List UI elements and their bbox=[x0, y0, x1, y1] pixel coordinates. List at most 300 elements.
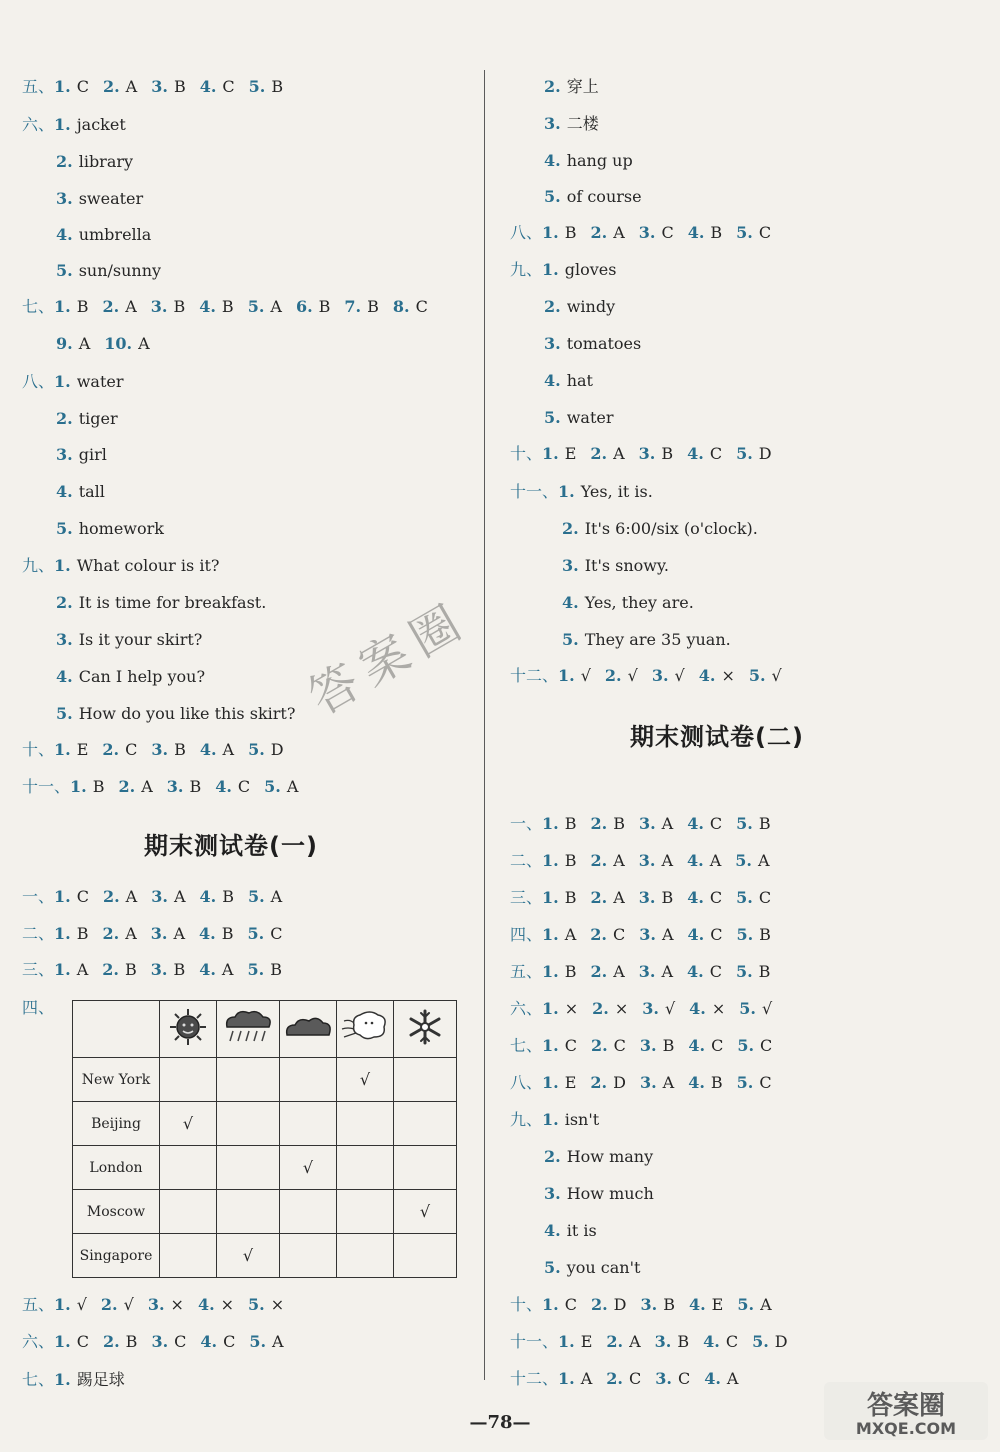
answer-item bbox=[200, 1332, 235, 1351]
answer-item bbox=[752, 1332, 788, 1351]
item-number: 2. bbox=[590, 888, 608, 907]
section-label: 二、 bbox=[510, 851, 543, 870]
item-number: 4. bbox=[544, 151, 561, 170]
answer-item bbox=[558, 666, 591, 685]
cloudy-icon bbox=[280, 1001, 337, 1058]
item-answer: × bbox=[220, 1295, 235, 1314]
answer-item bbox=[590, 223, 624, 242]
answer-item bbox=[735, 851, 769, 870]
answer-item bbox=[542, 925, 576, 944]
answer-item bbox=[544, 371, 593, 390]
answer-item bbox=[737, 1073, 772, 1092]
item-number: 2. bbox=[56, 593, 73, 612]
item-number: 1. bbox=[558, 666, 575, 685]
item-number: 5. bbox=[249, 1332, 267, 1351]
answer-item bbox=[544, 408, 613, 427]
item-number: 4. bbox=[199, 887, 217, 906]
answer-item bbox=[736, 444, 772, 463]
item-number: 3. bbox=[544, 334, 561, 353]
item-answer: B bbox=[125, 1332, 138, 1351]
answer-item bbox=[56, 225, 151, 244]
item-number: 2. bbox=[56, 152, 73, 171]
item-answer: B bbox=[222, 887, 234, 906]
item-number: 2. bbox=[592, 999, 609, 1018]
answer-row-e6 bbox=[22, 1327, 298, 1357]
item-number: 5. bbox=[736, 223, 753, 242]
item-number: 4. bbox=[687, 851, 704, 870]
item-answer: B bbox=[92, 777, 105, 796]
item-answer: windy bbox=[566, 297, 616, 316]
section-label: 二、 bbox=[22, 924, 55, 943]
item-answer: C bbox=[174, 1332, 187, 1351]
answer-item bbox=[103, 887, 137, 906]
item-answer: It's snowy. bbox=[584, 556, 669, 575]
item-answer: C bbox=[710, 925, 723, 944]
answer-item bbox=[591, 1036, 626, 1055]
answer-item bbox=[687, 888, 722, 907]
item-answer: B bbox=[76, 924, 89, 943]
item-answer: C bbox=[270, 924, 283, 943]
section-label: 六、 bbox=[510, 999, 543, 1018]
answer-item bbox=[56, 409, 118, 428]
item-answer: √ bbox=[76, 1295, 87, 1314]
answer-item bbox=[652, 666, 685, 685]
answer-item bbox=[592, 999, 628, 1018]
weather-cell bbox=[160, 1234, 217, 1278]
item-number: 2. bbox=[102, 924, 120, 943]
answer-item bbox=[56, 630, 202, 649]
sunny-icon bbox=[160, 1001, 217, 1058]
item-answer: A bbox=[173, 924, 186, 943]
section-label: 六、 bbox=[22, 1332, 55, 1351]
answer-row-s11 bbox=[22, 772, 312, 802]
answer-item bbox=[296, 297, 330, 316]
answer-item bbox=[544, 1258, 640, 1277]
item-number: 1. bbox=[54, 740, 71, 759]
item-answer: B bbox=[759, 925, 771, 944]
item-answer: C bbox=[76, 887, 89, 906]
item-number: 1. bbox=[542, 223, 559, 242]
section-label: 六、 bbox=[22, 115, 55, 134]
answer-row-s5 bbox=[22, 72, 297, 102]
item-answer: jacket bbox=[76, 115, 126, 134]
item-number: 2. bbox=[102, 77, 120, 96]
answer-row-t9-4 bbox=[544, 1216, 611, 1246]
item-answer: C bbox=[237, 777, 251, 796]
section-label: 四、 bbox=[22, 998, 55, 1017]
item-answer: A bbox=[125, 77, 138, 96]
item-number: 5. bbox=[56, 704, 73, 723]
item-answer: B bbox=[173, 297, 186, 316]
weather-cell bbox=[394, 1146, 457, 1190]
answer-item bbox=[689, 999, 725, 1018]
answer-item bbox=[151, 77, 185, 96]
answer-item bbox=[54, 1370, 125, 1389]
answer-item bbox=[558, 482, 653, 501]
item-answer: √ bbox=[761, 999, 773, 1018]
item-answer: A bbox=[141, 777, 153, 796]
answer-item bbox=[248, 887, 282, 906]
answer-item bbox=[687, 444, 722, 463]
item-answer: C bbox=[222, 77, 235, 96]
item-answer: A bbox=[726, 1369, 739, 1388]
item-number: 4. bbox=[687, 814, 704, 833]
item-number: 2. bbox=[590, 444, 608, 463]
item-number: 5. bbox=[248, 1295, 265, 1314]
item-answer: A bbox=[222, 740, 235, 759]
weather-cell bbox=[160, 1058, 217, 1102]
answer-row-t5 bbox=[510, 957, 784, 987]
item-answer: Is it your skirt? bbox=[78, 630, 203, 649]
item-number: 4. bbox=[199, 77, 217, 96]
city-cell: Moscow bbox=[73, 1190, 160, 1234]
item-number: 4. bbox=[687, 444, 704, 463]
item-number: 5. bbox=[56, 519, 73, 538]
answer-row-e3 bbox=[22, 955, 296, 985]
section-label: 九、 bbox=[510, 260, 543, 279]
item-answer: C bbox=[223, 1332, 236, 1351]
answer-row-s6-1 bbox=[22, 110, 140, 140]
item-number: 1. bbox=[54, 1332, 71, 1351]
answer-item bbox=[544, 297, 615, 316]
item-answer: Can I help you? bbox=[78, 667, 206, 686]
section-label: 十一、 bbox=[510, 482, 559, 501]
item-number: 2. bbox=[604, 666, 622, 685]
answer-item bbox=[562, 519, 758, 538]
item-answer: C bbox=[709, 962, 722, 981]
item-answer: B bbox=[221, 297, 234, 316]
answer-row-t9-2 bbox=[544, 1142, 667, 1172]
item-number: 5. bbox=[562, 630, 579, 649]
answer-item bbox=[544, 1184, 654, 1203]
answer-item bbox=[736, 814, 770, 833]
item-answer: B bbox=[271, 77, 284, 96]
answer-item bbox=[103, 77, 137, 96]
item-number: 5. bbox=[544, 187, 561, 206]
item-answer: B bbox=[677, 1332, 690, 1351]
item-number: 3. bbox=[151, 887, 168, 906]
item-answer: √ bbox=[123, 1295, 134, 1314]
item-answer: × bbox=[564, 999, 579, 1018]
item-number: 3. bbox=[651, 666, 669, 685]
answer-item bbox=[590, 962, 624, 981]
item-number: 8. bbox=[392, 297, 410, 316]
item-answer: A bbox=[613, 223, 625, 242]
item-number: 5. bbox=[735, 962, 753, 981]
item-answer: isn't bbox=[564, 1110, 600, 1129]
answer-item bbox=[542, 260, 616, 279]
item-answer: A bbox=[661, 925, 674, 944]
item-number: 4. bbox=[687, 925, 705, 944]
answer-row-t7 bbox=[510, 1031, 786, 1061]
section-label: 五、 bbox=[22, 77, 55, 96]
item-number: 2. bbox=[56, 409, 73, 428]
item-number: 5. bbox=[736, 444, 753, 463]
answer-item bbox=[247, 924, 282, 943]
item-number: 3. bbox=[151, 740, 169, 759]
item-number: 3. bbox=[544, 114, 561, 133]
column-divider bbox=[484, 70, 485, 1380]
answer-item bbox=[247, 960, 281, 979]
city-cell: Singapore bbox=[73, 1234, 160, 1278]
answer-item bbox=[687, 814, 722, 833]
item-answer: × bbox=[614, 999, 629, 1018]
item-answer: C bbox=[711, 1036, 724, 1055]
answer-item bbox=[590, 444, 624, 463]
rainy-icon bbox=[217, 1001, 280, 1058]
item-number: 3. bbox=[639, 1073, 657, 1092]
weather-header-blank bbox=[73, 1001, 160, 1058]
answer-row-s9-2 bbox=[56, 588, 280, 618]
section-label: 七、 bbox=[22, 297, 55, 316]
answer-item bbox=[542, 851, 576, 870]
city-cell: New York bbox=[73, 1058, 160, 1102]
item-answer: B bbox=[758, 962, 771, 981]
answer-row-c7-5 bbox=[544, 182, 656, 212]
section-label: 七、 bbox=[510, 1036, 543, 1055]
item-answer: A bbox=[221, 960, 234, 979]
item-answer: C bbox=[125, 740, 138, 759]
item-answer: A bbox=[125, 924, 137, 943]
item-answer: girl bbox=[78, 445, 107, 464]
item-answer: E bbox=[564, 444, 577, 463]
item-number: 4. bbox=[199, 960, 216, 979]
answer-item bbox=[248, 1295, 284, 1314]
item-answer: C bbox=[758, 223, 772, 242]
item-number: 3. bbox=[150, 960, 168, 979]
item-answer: C bbox=[709, 888, 723, 907]
answer-item bbox=[558, 1332, 592, 1351]
item-answer: B bbox=[663, 1295, 675, 1314]
item-number: 1. bbox=[542, 888, 559, 907]
answer-row-s8-2 bbox=[56, 404, 132, 434]
item-answer: A bbox=[78, 334, 91, 353]
item-answer: A bbox=[580, 1369, 593, 1388]
item-answer: It is time for breakfast. bbox=[78, 593, 267, 612]
answer-item bbox=[544, 334, 641, 353]
answer-item bbox=[151, 297, 185, 316]
item-answer: C bbox=[760, 1036, 773, 1055]
answer-row-s8-1 bbox=[22, 367, 138, 397]
item-answer: C bbox=[564, 1295, 577, 1314]
answer-row-s7-2 bbox=[56, 329, 164, 359]
answer-row-r12 bbox=[510, 661, 796, 691]
item-number: 1. bbox=[542, 925, 559, 944]
answer-item bbox=[591, 1295, 627, 1314]
item-answer: water bbox=[76, 372, 124, 391]
item-number: 1. bbox=[542, 1036, 559, 1055]
answer-item bbox=[639, 444, 673, 463]
item-number: 4. bbox=[687, 962, 704, 981]
item-number: 2. bbox=[606, 1369, 623, 1388]
item-answer: A bbox=[661, 962, 674, 981]
weather-cell bbox=[160, 1190, 217, 1234]
answer-row-e2 bbox=[22, 919, 296, 949]
answer-item bbox=[102, 924, 136, 943]
item-number: 3. bbox=[638, 444, 656, 463]
item-number: 3. bbox=[147, 1295, 165, 1314]
item-answer: C bbox=[613, 1036, 626, 1055]
item-number: 3. bbox=[638, 851, 656, 870]
answer-row-r10 bbox=[510, 439, 786, 469]
page-number: —78— bbox=[469, 1412, 531, 1433]
answer-item bbox=[54, 556, 219, 575]
item-answer: 穿上 bbox=[566, 77, 599, 96]
item-answer: √ bbox=[674, 666, 685, 685]
answer-item bbox=[151, 887, 185, 906]
item-number: 3. bbox=[639, 925, 656, 944]
weather-cell: √ bbox=[280, 1146, 337, 1190]
item-number: 2. bbox=[590, 1036, 608, 1055]
item-number: 5. bbox=[737, 1295, 755, 1314]
answer-item bbox=[56, 189, 143, 208]
item-number: 6. bbox=[295, 297, 313, 316]
answer-item bbox=[344, 297, 378, 316]
answer-item bbox=[736, 925, 770, 944]
item-number: 5. bbox=[247, 960, 265, 979]
item-number: 4. bbox=[215, 777, 232, 796]
answer-row-c7-4 bbox=[544, 146, 647, 176]
section-label: 五、 bbox=[22, 1295, 55, 1314]
item-number: 4. bbox=[688, 1295, 706, 1314]
item-number: 1. bbox=[70, 777, 87, 796]
section-heading-exam-1: 期末测试卷(一) bbox=[144, 832, 318, 860]
item-answer: A bbox=[709, 851, 722, 870]
answer-item bbox=[590, 925, 625, 944]
item-number: 1. bbox=[542, 1110, 559, 1129]
answer-row-s9-5 bbox=[56, 699, 309, 729]
section-label: 八、 bbox=[510, 1073, 543, 1092]
item-answer: C bbox=[677, 1369, 691, 1388]
item-answer: A bbox=[564, 925, 577, 944]
item-number: 5. bbox=[247, 297, 265, 316]
answer-item bbox=[736, 888, 771, 907]
answer-item bbox=[639, 814, 673, 833]
item-answer: A bbox=[613, 851, 625, 870]
answer-item bbox=[687, 851, 721, 870]
item-answer: D bbox=[613, 1073, 626, 1092]
answer-item bbox=[687, 962, 722, 981]
item-number: 5. bbox=[247, 887, 265, 906]
answer-item bbox=[248, 297, 282, 316]
item-number: 2. bbox=[102, 887, 120, 906]
answer-item bbox=[641, 1295, 675, 1314]
item-answer: E bbox=[580, 1332, 593, 1351]
section-label: 十一、 bbox=[22, 777, 71, 796]
answer-item bbox=[544, 77, 599, 96]
item-answer: A bbox=[125, 297, 137, 316]
item-number: 3. bbox=[638, 888, 656, 907]
item-answer: √ bbox=[771, 666, 782, 685]
item-answer: B bbox=[758, 814, 771, 833]
item-number: 3. bbox=[655, 1369, 672, 1388]
item-number: 2. bbox=[100, 1295, 118, 1314]
item-number: 2. bbox=[590, 1295, 608, 1314]
answer-item bbox=[54, 740, 88, 759]
item-answer: √ bbox=[627, 666, 638, 685]
item-number: 2. bbox=[102, 740, 120, 759]
item-answer: × bbox=[711, 999, 726, 1018]
answer-item bbox=[198, 1295, 234, 1314]
item-answer: 踢足球 bbox=[76, 1370, 125, 1389]
weather-header-row bbox=[73, 1001, 457, 1058]
answer-row-c7-3 bbox=[544, 109, 613, 139]
item-number: 3. bbox=[56, 445, 73, 464]
item-number: 5. bbox=[544, 1258, 561, 1277]
item-number: 3. bbox=[56, 189, 73, 208]
item-number: 1. bbox=[542, 999, 559, 1018]
item-number: 4. bbox=[562, 593, 579, 612]
item-number: 3. bbox=[150, 924, 168, 943]
weather-cell bbox=[394, 1102, 457, 1146]
item-number: 5. bbox=[736, 814, 753, 833]
item-number: 5. bbox=[736, 888, 753, 907]
item-number: 3. bbox=[151, 1332, 169, 1351]
item-answer: A bbox=[125, 887, 138, 906]
item-answer: B bbox=[613, 814, 625, 833]
item-number: 3. bbox=[151, 77, 168, 96]
item-answer: What colour is it? bbox=[76, 556, 220, 575]
item-answer: hat bbox=[566, 371, 593, 390]
answer-row-c7-2 bbox=[544, 72, 613, 102]
answer-item bbox=[542, 444, 576, 463]
item-answer: How many bbox=[566, 1147, 654, 1166]
answer-item bbox=[200, 740, 234, 759]
answer-item bbox=[590, 851, 624, 870]
answer-item bbox=[542, 1036, 577, 1055]
section-label: 八、 bbox=[510, 223, 543, 242]
item-answer: tomatoes bbox=[566, 334, 642, 353]
item-answer: D bbox=[758, 444, 772, 463]
answer-row-r9-1 bbox=[510, 255, 630, 285]
answer-row-t2 bbox=[510, 846, 784, 876]
answer-row-s6-3 bbox=[56, 184, 157, 214]
answer-item bbox=[639, 962, 673, 981]
item-number: 3. bbox=[640, 1295, 658, 1314]
item-answer: you can't bbox=[566, 1258, 641, 1277]
weather-cell: √ bbox=[394, 1190, 457, 1234]
item-answer: B bbox=[662, 1036, 675, 1055]
item-answer: C bbox=[759, 1073, 772, 1092]
section-label: 四、 bbox=[510, 925, 543, 944]
answer-item bbox=[737, 1036, 772, 1055]
answer-row-s6-4 bbox=[56, 220, 165, 250]
item-number: 5. bbox=[737, 1036, 755, 1055]
answer-row-t6 bbox=[510, 994, 786, 1024]
item-number: 5. bbox=[736, 925, 754, 944]
answer-item bbox=[542, 814, 576, 833]
answer-item bbox=[606, 1332, 640, 1351]
item-answer: A bbox=[173, 887, 186, 906]
answer-item bbox=[249, 77, 283, 96]
answer-item bbox=[200, 77, 235, 96]
item-number: 2. bbox=[590, 223, 608, 242]
item-answer: A bbox=[629, 1332, 641, 1351]
item-number: 1. bbox=[54, 115, 71, 134]
answer-row-s8-3 bbox=[56, 440, 121, 470]
weather-table bbox=[72, 1000, 457, 1278]
answer-row-t9-5 bbox=[544, 1253, 654, 1283]
item-number: 4. bbox=[199, 740, 217, 759]
section-label: 九、 bbox=[510, 1110, 543, 1129]
item-number: 1. bbox=[542, 962, 559, 981]
item-number: 1. bbox=[542, 444, 559, 463]
item-number: 1. bbox=[542, 851, 559, 870]
answer-item bbox=[118, 777, 152, 796]
answer-item bbox=[590, 814, 624, 833]
item-number: 1. bbox=[54, 297, 71, 316]
item-answer: A bbox=[613, 888, 625, 907]
